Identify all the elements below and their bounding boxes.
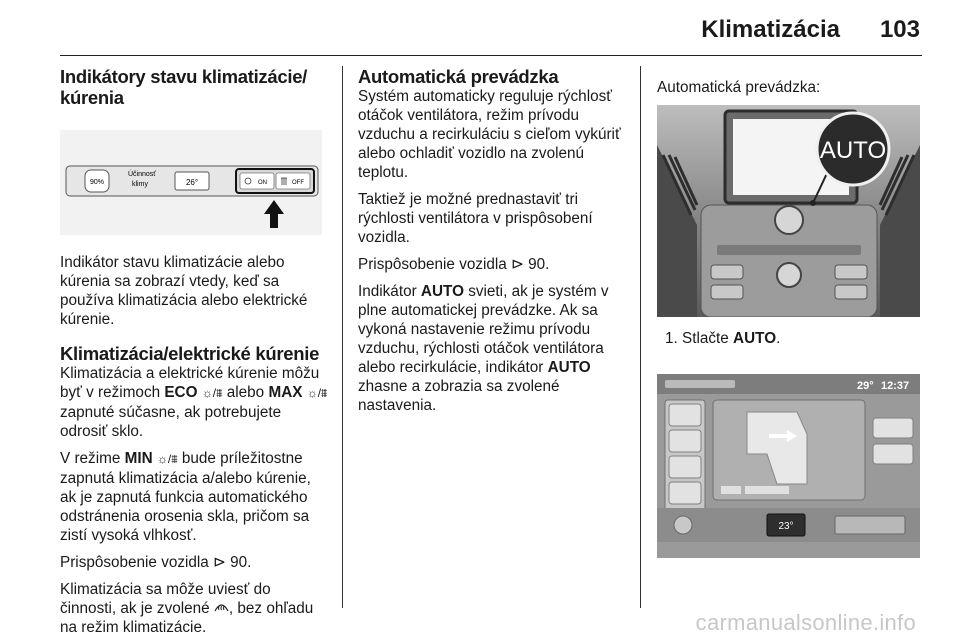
efficiency-label-1: Účinnosť [128, 171, 156, 178]
heading-ac-electric-heating: Klimatizácia/elektrické kúrenie [60, 343, 320, 364]
ac-heat-icon: ☼/⩩ [306, 386, 328, 400]
watermark: carmanualsonline.info [695, 610, 916, 635]
column-2 [358, 66, 626, 415]
figure-temp: 26° [185, 178, 199, 187]
paragraph-auto-intro: Automatická prevádzka: [657, 79, 821, 96]
ac-heat-icon: ☼/⩩ [201, 386, 223, 400]
heading-status-indicators: Indikátory stavu klimatizácie/ kúrenia [60, 66, 308, 108]
screen-outside-temp: 29° [857, 380, 874, 392]
paragraph-customization-ref-2: Prispôsobenie vozidla ⊳ 90. [358, 256, 550, 273]
heat-icon [281, 178, 287, 185]
on-label: ON [258, 180, 267, 186]
screen-set-temp: 23° [778, 521, 794, 532]
screen-time: 12:37 [881, 380, 910, 392]
column-3 [657, 66, 922, 558]
center-console-photo [657, 105, 920, 317]
paragraph-auto-indicator: Indikátor AUTO svieti, ak je systém v plne automatickej prevádzke. Ak sa vykoná nastavenie režimu prívodu vzduchu, rýchlosti otáčok ventilátora alebo recirkulácie, indikátor AUTO zhasne a zobrazia sa zvolené nastavenia. [358, 283, 609, 414]
chapter-title: Klimatizácia [701, 16, 840, 43]
paragraph-defrost: Klimatizácia sa môže uviesť do činnosti, ak je zvolené , bez ohľadu na režim klimatizácie. [60, 581, 314, 636]
paragraph-customization-ref: Prispôsobenie vozidla ⊳ 90. [60, 554, 252, 571]
step-press-auto: 1. Stlačte AUTO. [665, 330, 781, 347]
column-1 [60, 66, 328, 637]
column-divider-2 [640, 66, 641, 608]
status-indicator-illustration [60, 130, 322, 235]
climate-screen-photo [657, 374, 920, 558]
paragraph-status: Indikátor stavu klimatizácie alebo kúrenia sa zobrazí vtedy, keď sa používa klimatizácia alebo elektrické kúrenie. [60, 254, 308, 328]
volume-knob [775, 206, 803, 234]
efficiency-label-2: klimy [132, 181, 148, 188]
auto-callout-label: AUTO [819, 137, 887, 164]
fan-knob [777, 263, 801, 287]
windshield-defrost-icon [214, 601, 229, 613]
paragraph-auto-regulation: Systém automaticky reguluje rýchlosť otáčok ventilátora, režim prívodu vzduchu a recirkuláciu s cieľom vykúriť alebo ochladiť vozidlo na zvolenú teplotu. [358, 88, 621, 181]
figure-center-console [657, 105, 920, 317]
paragraph-fan-presets: Taktiež je možné prednastaviť tri rýchlosti ventilátora v prispôsobení vozidla. [358, 191, 593, 246]
figure-climate-screen [657, 374, 920, 558]
page-number: 103 [879, 16, 920, 43]
heading-automatic-operation: Automatická prevádzka [358, 66, 559, 87]
efficiency-value: 90% [89, 179, 105, 186]
page-header [60, 0, 922, 56]
column-divider-1 [342, 66, 343, 608]
off-label: OFF [292, 180, 304, 186]
figure-status-indicator [60, 130, 322, 235]
paragraph-min-mode: V režime MIN ☼/⩩ bude príležitostne zapnutá klimatizácia a/alebo kúrenie, ak je zapnutá funkcia automatického odstránenia orosenia skla, pričom sa zistí vysoká vlhkosť. [60, 450, 311, 544]
paragraph-ac-modes: Klimatizácia a elektrické kúrenie môžu byť v režimoch ECO ☼/⩩ alebo MAX ☼/⩩ zapnuté súčasne, ak potrebujete odrosiť sklo. [60, 365, 328, 440]
ac-heat-icon: ☼/⩩ [156, 452, 178, 466]
